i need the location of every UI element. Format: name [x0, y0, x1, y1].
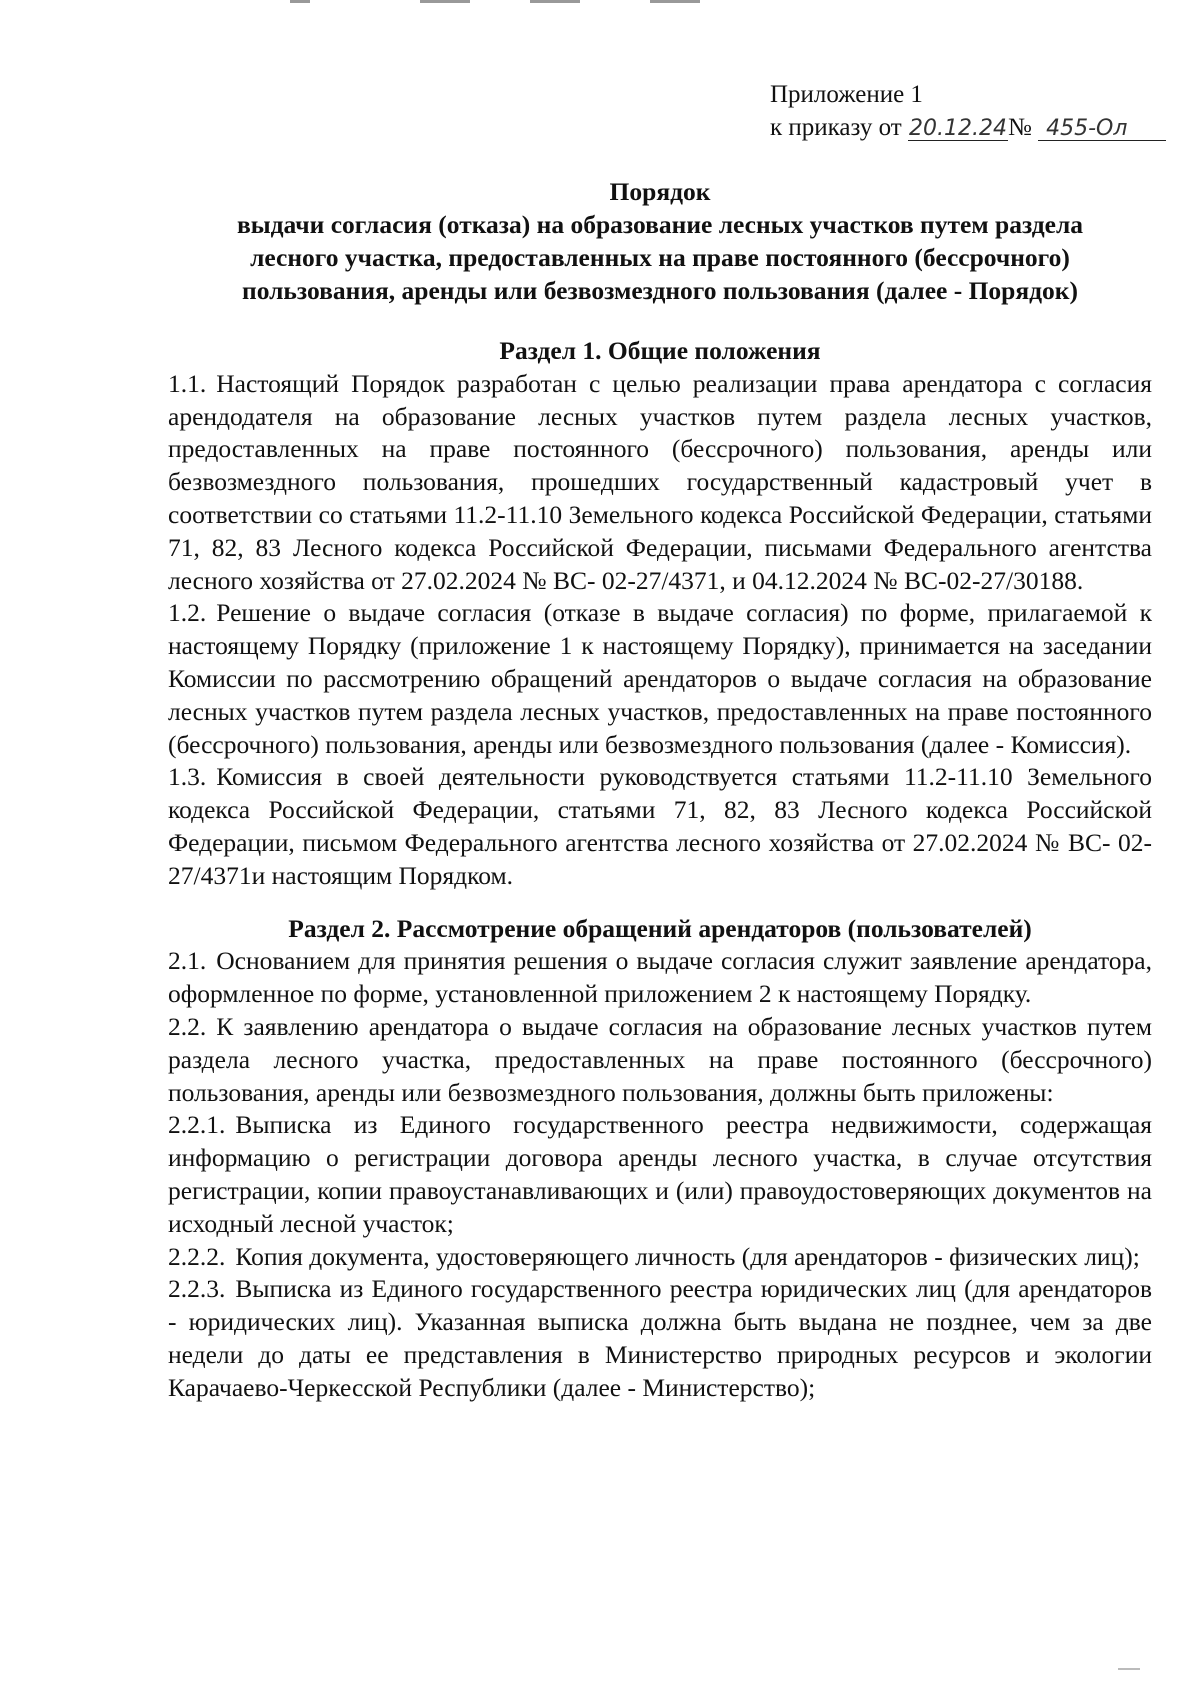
paragraph-text: Настоящий Порядок разработан с целью реализации права арендатора с согласия арендодателя на образование лесных участков путем раздела лесных участков, предоставленных на праве постоянного (бессрочного) пользования, аренды или безвозмездного пользования, прошедших государственный кадастровый учет в соответствии со статьями 11.2-11.10 Земельного кодекса Российской Федерации, статьями 71, 82, 83 Лесного кодекса Российской Федерации, письмами Федерального агентства лесного хозяйства от 27.02.2024 № ВС- 02-27/4371, и 04.12.2024 № ВС-02-27/30188. [168, 368, 1152, 595]
paragraph-text: Выписка из Единого государственного реестра юридических лиц (для арендаторов - юридических лиц). Указанная выписка должна быть выдана не позднее, чем за две недели до даты ее представления в Министерство природных ресурсов и экологии Карачаево-Черкесской Республики (далее - Министерство); [168, 1274, 1152, 1402]
title-line-3: лесного участка, предоставленных на праве постоянного (бессрочного) [250, 243, 1070, 272]
paragraph-text: Копия документа, удостоверяющего личность (для арендаторов - физических лиц); [235, 1241, 1140, 1271]
paragraph-number: 2.2.1. [168, 1110, 226, 1140]
paragraph-number: 1.3. [168, 762, 207, 792]
paragraph-1-2 [168, 597, 1152, 761]
title-line-4: пользования, аренды или безвозмездного пользования (далее - Порядок) [242, 276, 1078, 305]
appendix-order-line [770, 111, 1166, 144]
paragraph-number: 2.2.3. [168, 1274, 226, 1304]
handwritten-order-number: 455-Ол [1038, 118, 1166, 141]
scan-corner-mark [1118, 1668, 1140, 1670]
paragraph-number: 2.1. [168, 946, 207, 976]
document-body [168, 335, 1152, 1405]
document-title [168, 175, 1152, 307]
paragraph-number: 1.2. [168, 598, 207, 628]
paragraph-number: 2.2.2. [168, 1241, 226, 1271]
paragraph-text: Выписка из Единого государственного реестра недвижимости, содержащая информацию о регистрации договора аренды лесного участка, в случае отсутствия регистрации, копии правоустанавливающих и (или) правоудостоверяющих документов на исходный лесной участок; [168, 1110, 1152, 1238]
paragraph-2-2-2 [168, 1241, 1152, 1274]
paragraph-1-3 [168, 761, 1152, 892]
paragraph-text: Основанием для принятия решения о выдаче согласия служит заявление арендатора, оформленное по форме, установленной приложением 2 к настоящему Порядку. [168, 946, 1152, 1009]
paragraph-text: К заявлению арендатора о выдаче согласия на образование лесных участков путем раздела лесного участка, предоставленных на праве постоянного (бессрочного) пользования, аренды или безвозмездного пользования, должны быть приложены: [168, 1011, 1152, 1107]
appendix-title: Приложение 1 [770, 81, 923, 108]
number-sign: № [1007, 114, 1032, 141]
order-prefix: к приказу от [770, 114, 902, 141]
appendix-header [770, 78, 1166, 144]
handwritten-date: 20.12.24 [908, 116, 1007, 141]
title-line-1: Порядок [609, 177, 711, 206]
paragraph-2-2 [168, 1011, 1152, 1109]
paragraph-number: 1.1. [168, 368, 207, 398]
section-2-heading: Раздел 2. Рассмотрение обращений арендаторов (пользователей) [288, 913, 1032, 943]
paragraph-1-1 [168, 368, 1152, 598]
paragraph-number: 2.2. [168, 1011, 207, 1041]
paragraph-text: Решение о выдаче согласия (отказе в выдаче согласия) по форме, прилагаемой к настоящему Порядку (приложение 1 к настоящему Порядку), принимается на заседании Комиссии по рассмотрению обращений арендаторов о выдаче согласия на образование лесных участков путем раздела лесных участков, предоставленных на праве постоянного (бессрочного) пользования, аренды или безвозмездного пользования (далее - Комиссия). [168, 598, 1152, 759]
paragraph-2-2-1 [168, 1109, 1152, 1240]
scan-top-marks [270, 0, 720, 6]
section-1-heading: Раздел 1. Общие положения [499, 336, 821, 365]
title-line-2: выдачи согласия (отказа) на образование лесных участков путем раздела [236, 210, 1084, 239]
paragraph-2-1 [168, 945, 1152, 1011]
paragraph-2-2-3 [168, 1273, 1152, 1404]
paragraph-text: Комиссия в своей деятельности руководствуется статьями 11.2-11.10 Земельного кодекса Российской Федерации, статьями 71, 82, 83 Лесного кодекса Российской Федерации, письмом Федерального агентства лесного хозяйства от 27.02.2024 № ВС- 02-27/4371и настоящим Порядком. [168, 762, 1152, 890]
